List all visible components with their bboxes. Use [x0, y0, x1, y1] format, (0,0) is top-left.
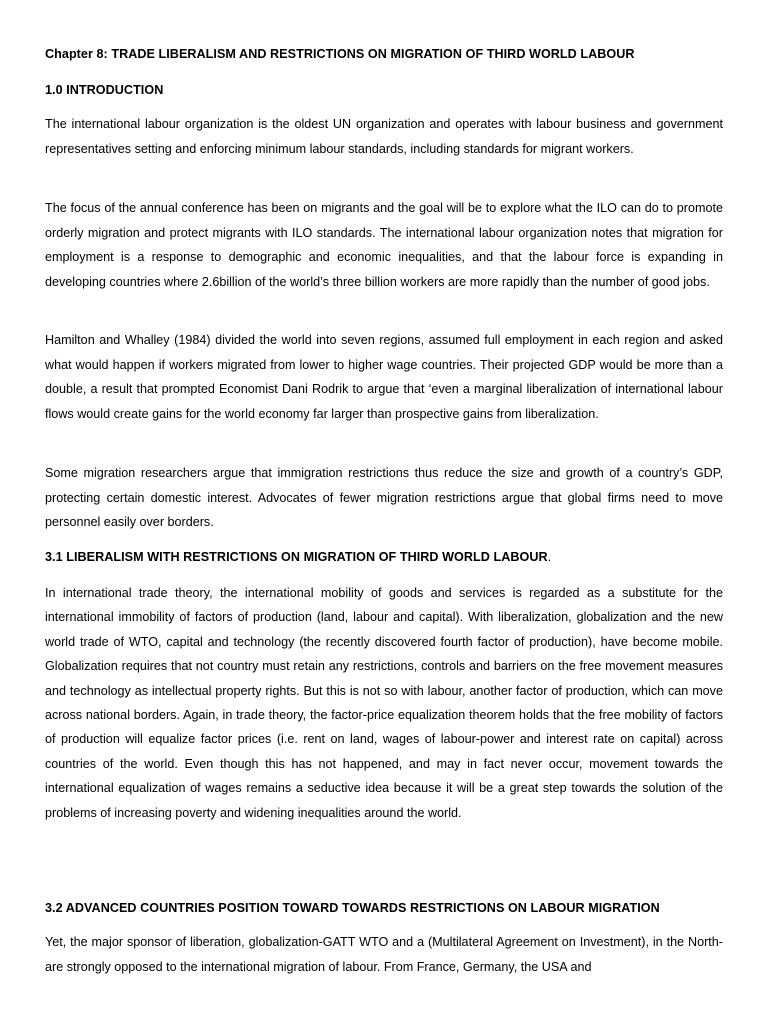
section-heading-3-1-text: 3.1 LIBERALISM WITH RESTRICTIONS ON MIGRATION OF THIRD WORLD LABOUR [45, 550, 548, 564]
section-heading-introduction: 1.0 INTRODUCTION [45, 83, 164, 97]
section-heading-3-1-period: . [547, 550, 552, 564]
paragraph: Hamilton and Whalley (1984) divided the world into seven regions, assumed full employment in each region and asked what would happen if workers migrated from lower to higher wage countries. Their projected GDP would be more than a double, a result that prompted Economist Dani Rodrik to argue that ‘even a marginal liberalization of international labour flows would create gains for the world economy far larger than prospective gains from liberalization. [45, 333, 723, 421]
section-heading-3-1 [45, 549, 551, 565]
paragraph: The international labour organization is the oldest UN organization and operates with labour business and government representatives setting and enforcing minimum labour standards, including standards for migrant workers. [45, 117, 723, 156]
section-heading-3-2: 3.2 ADVANCED COUNTRIES POSITION TOWARD TOWARDS RESTRICTIONS ON LABOUR MIGRATION [45, 901, 660, 915]
chapter-title: Chapter 8: TRADE LIBERALISM AND RESTRICTIONS ON MIGRATION OF THIRD WORLD LABOUR [45, 47, 635, 61]
paragraph: Some migration researchers argue that immigration restrictions thus reduce the size and growth of a country’s GDP, protecting certain domestic interest. Advocates of fewer migration restrictions argue that global firms need to move personnel easily over borders. [45, 466, 723, 529]
paragraph: In international trade theory, the international mobility of goods and services is regarded as a substitute for the international immobility of factors of production (land, labour and capital). With liberalization, globalization and the new world trade of WTO, capital and technology (the recently discovered fourth factor of production), have become mobile. Globalization requires that not country must retain any restrictions, controls and barriers on the free movement measures and technology as intellectual property rights. But this is not so with labour, another factor of production, which can move across national borders. Again, in trade theory, the factor-price equalization theorem holds that the free mobility of factors of production will equalize factor prices (i.e. rent on land, wages of labour-power and interest rate on capital) across countries of the world. Even though this has not happened, and may in fact never occur, movement towards the international equalization of wages remains a seductive idea because it will be a great step towards the solution of the problems of increasing poverty and widening inequalities around the world. [45, 586, 723, 820]
paragraph: Yet, the major sponsor of liberation, globalization-GATT WTO and a (Multilateral Agreement on Investment), in the North- are strongly opposed to the international migration of labour. From France, Germany, the USA and [45, 935, 723, 974]
paragraph: The focus of the annual conference has been on migrants and the goal will be to explore what the ILO can do to promote orderly migration and protect migrants with ILO standards. The international labour organization notes that migration for employment is a response to demographic and economic inequalities, and that the labour force is expanding in developing countries where 2.6billion of the world’s three billion workers are more rapidly than the number of good jobs. [45, 201, 723, 289]
